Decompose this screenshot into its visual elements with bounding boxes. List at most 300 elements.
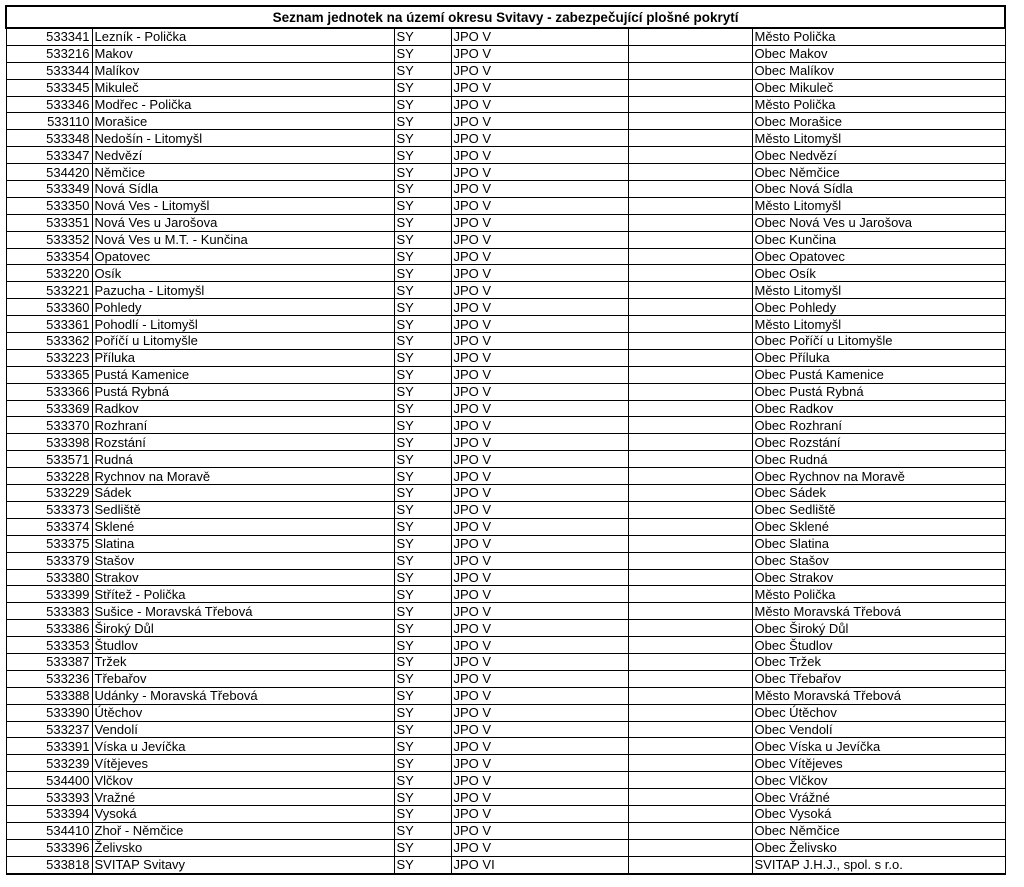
cell-category: JPO V bbox=[451, 248, 628, 265]
cell-district: SY bbox=[394, 535, 451, 552]
cell-district: SY bbox=[394, 164, 451, 181]
cell-unit-name: Víska u Jevíčka bbox=[92, 738, 394, 755]
cell-district: SY bbox=[394, 721, 451, 738]
cell-category: JPO V bbox=[451, 282, 628, 299]
cell-district: SY bbox=[394, 704, 451, 721]
cell-founder: Obec Slatina bbox=[752, 535, 1005, 552]
cell-district: SY bbox=[394, 316, 451, 333]
table-row bbox=[6, 231, 1005, 248]
cell-district: SY bbox=[394, 417, 451, 434]
table-row bbox=[6, 755, 1005, 772]
cell-founder: Město Polička bbox=[752, 28, 1005, 45]
cell-unit-name: Pohledy bbox=[92, 299, 394, 316]
cell-founder: Obec Vítějeves bbox=[752, 755, 1005, 772]
cell-code: 533386 bbox=[6, 620, 92, 637]
table-row bbox=[6, 333, 1005, 350]
cell-unit-name: Nová Ves u M.T. - Kunčina bbox=[92, 231, 394, 248]
cell-founder: Obec Nová Sídla bbox=[752, 181, 1005, 198]
cell-district: SY bbox=[394, 518, 451, 535]
table-row bbox=[6, 383, 1005, 400]
table-row bbox=[6, 637, 1005, 654]
cell-empty bbox=[628, 28, 752, 45]
cell-founder: Obec Němčice bbox=[752, 164, 1005, 181]
cell-founder: Obec Sklené bbox=[752, 518, 1005, 535]
cell-category: JPO V bbox=[451, 670, 628, 687]
table-row bbox=[6, 79, 1005, 96]
cell-unit-name: Morašice bbox=[92, 113, 394, 130]
cell-empty bbox=[628, 670, 752, 687]
cell-district: SY bbox=[394, 738, 451, 755]
table-row bbox=[6, 518, 1005, 535]
cell-founder: Město Polička bbox=[752, 96, 1005, 113]
cell-code: 533818 bbox=[6, 856, 92, 873]
cell-founder: SVITAP J.H.J., spol. s r.o. bbox=[752, 856, 1005, 873]
cell-code: 533398 bbox=[6, 434, 92, 451]
cell-code: 533399 bbox=[6, 586, 92, 603]
cell-code: 533236 bbox=[6, 670, 92, 687]
cell-empty bbox=[628, 45, 752, 62]
cell-code: 533239 bbox=[6, 755, 92, 772]
table-row bbox=[6, 822, 1005, 839]
units-table bbox=[5, 5, 1006, 875]
cell-code: 533362 bbox=[6, 333, 92, 350]
cell-category: JPO V bbox=[451, 772, 628, 789]
cell-empty bbox=[628, 704, 752, 721]
cell-empty bbox=[628, 147, 752, 164]
cell-unit-name: Pohodlí - Litomyšl bbox=[92, 316, 394, 333]
cell-unit-name: Nedvězí bbox=[92, 147, 394, 164]
cell-district: SY bbox=[394, 28, 451, 45]
cell-category: JPO V bbox=[451, 468, 628, 485]
cell-category: JPO V bbox=[451, 637, 628, 654]
cell-unit-name: Rozhraní bbox=[92, 417, 394, 434]
cell-founder: Obec Útěchov bbox=[752, 704, 1005, 721]
table-row bbox=[6, 417, 1005, 434]
cell-founder: Obec Třebařov bbox=[752, 670, 1005, 687]
cell-founder: Město Litomyšl bbox=[752, 130, 1005, 147]
cell-founder: Obec Vysoká bbox=[752, 805, 1005, 822]
title-row bbox=[6, 6, 1005, 28]
cell-district: SY bbox=[394, 79, 451, 96]
cell-district: SY bbox=[394, 822, 451, 839]
cell-category: JPO V bbox=[451, 164, 628, 181]
cell-code: 533220 bbox=[6, 265, 92, 282]
cell-unit-name: Němčice bbox=[92, 164, 394, 181]
cell-category: JPO V bbox=[451, 839, 628, 856]
cell-empty bbox=[628, 434, 752, 451]
cell-district: SY bbox=[394, 620, 451, 637]
cell-district: SY bbox=[394, 197, 451, 214]
cell-code: 533390 bbox=[6, 704, 92, 721]
cell-founder: Obec Malíkov bbox=[752, 62, 1005, 79]
cell-code: 533393 bbox=[6, 789, 92, 806]
cell-unit-name: Vítějeves bbox=[92, 755, 394, 772]
cell-category: JPO V bbox=[451, 181, 628, 198]
cell-founder: Obec Vlčkov bbox=[752, 772, 1005, 789]
cell-founder: Město Moravská Třebová bbox=[752, 687, 1005, 704]
cell-code: 533344 bbox=[6, 62, 92, 79]
table-row bbox=[6, 316, 1005, 333]
cell-category: JPO V bbox=[451, 383, 628, 400]
cell-category: JPO V bbox=[451, 96, 628, 113]
cell-founder: Obec Stašov bbox=[752, 552, 1005, 569]
cell-category: JPO V bbox=[451, 620, 628, 637]
cell-category: JPO V bbox=[451, 62, 628, 79]
cell-empty bbox=[628, 231, 752, 248]
cell-founder: Obec Sádek bbox=[752, 485, 1005, 502]
table-row bbox=[6, 603, 1005, 620]
table-row bbox=[6, 434, 1005, 451]
cell-unit-name: Pustá Kamenice bbox=[92, 366, 394, 383]
cell-district: SY bbox=[394, 62, 451, 79]
cell-district: SY bbox=[394, 282, 451, 299]
cell-code: 533345 bbox=[6, 79, 92, 96]
cell-empty bbox=[628, 130, 752, 147]
cell-district: SY bbox=[394, 755, 451, 772]
cell-empty bbox=[628, 468, 752, 485]
cell-code: 533350 bbox=[6, 197, 92, 214]
cell-district: SY bbox=[394, 772, 451, 789]
cell-unit-name: Sedliště bbox=[92, 501, 394, 518]
cell-founder: Obec Rychnov na Moravě bbox=[752, 468, 1005, 485]
cell-empty bbox=[628, 822, 752, 839]
table-row bbox=[6, 653, 1005, 670]
cell-founder: Město Polička bbox=[752, 586, 1005, 603]
cell-founder: Obec Osík bbox=[752, 265, 1005, 282]
table-row bbox=[6, 738, 1005, 755]
cell-empty bbox=[628, 569, 752, 586]
cell-founder: Obec Sedliště bbox=[752, 501, 1005, 518]
cell-category: JPO V bbox=[451, 822, 628, 839]
cell-district: SY bbox=[394, 333, 451, 350]
cell-empty bbox=[628, 333, 752, 350]
cell-category: JPO V bbox=[451, 552, 628, 569]
table-row bbox=[6, 214, 1005, 231]
cell-category: JPO V bbox=[451, 28, 628, 45]
cell-unit-name: Vysoká bbox=[92, 805, 394, 822]
cell-unit-name: Poříčí u Litomyšle bbox=[92, 333, 394, 350]
cell-district: SY bbox=[394, 653, 451, 670]
cell-founder: Obec Strakov bbox=[752, 569, 1005, 586]
cell-code: 533341 bbox=[6, 28, 92, 45]
cell-founder: Obec Želivsko bbox=[752, 839, 1005, 856]
cell-empty bbox=[628, 653, 752, 670]
cell-unit-name: Nová Sídla bbox=[92, 181, 394, 198]
cell-code: 533374 bbox=[6, 518, 92, 535]
cell-district: SY bbox=[394, 181, 451, 198]
cell-category: JPO V bbox=[451, 704, 628, 721]
cell-unit-name: SVITAP Svitavy bbox=[92, 856, 394, 873]
cell-founder: Město Litomyšl bbox=[752, 316, 1005, 333]
cell-district: SY bbox=[394, 248, 451, 265]
cell-founder: Obec Tržek bbox=[752, 653, 1005, 670]
cell-unit-name: Mikuleč bbox=[92, 79, 394, 96]
cell-empty bbox=[628, 789, 752, 806]
cell-empty bbox=[628, 400, 752, 417]
cell-district: SY bbox=[394, 839, 451, 856]
cell-empty bbox=[628, 687, 752, 704]
cell-founder: Obec Radkov bbox=[752, 400, 1005, 417]
cell-code: 533571 bbox=[6, 451, 92, 468]
cell-founder: Město Litomyšl bbox=[752, 282, 1005, 299]
cell-code: 534410 bbox=[6, 822, 92, 839]
cell-category: JPO V bbox=[451, 518, 628, 535]
table-row bbox=[6, 113, 1005, 130]
cell-unit-name: Slatina bbox=[92, 535, 394, 552]
table-row bbox=[6, 265, 1005, 282]
cell-category: JPO V bbox=[451, 299, 628, 316]
cell-category: JPO V bbox=[451, 265, 628, 282]
cell-district: SY bbox=[394, 383, 451, 400]
table-row bbox=[6, 501, 1005, 518]
cell-founder: Obec Příluka bbox=[752, 349, 1005, 366]
cell-empty bbox=[628, 299, 752, 316]
cell-district: SY bbox=[394, 400, 451, 417]
cell-founder: Obec Nová Ves u Jarošova bbox=[752, 214, 1005, 231]
table-row bbox=[6, 282, 1005, 299]
cell-district: SY bbox=[394, 805, 451, 822]
cell-district: SY bbox=[394, 214, 451, 231]
cell-founder: Město Moravská Třebová bbox=[752, 603, 1005, 620]
cell-category: JPO V bbox=[451, 485, 628, 502]
cell-unit-name: Želivsko bbox=[92, 839, 394, 856]
cell-unit-name: Nová Ves - Litomyšl bbox=[92, 197, 394, 214]
cell-empty bbox=[628, 586, 752, 603]
cell-founder: Obec Pustá Rybná bbox=[752, 383, 1005, 400]
cell-founder: Obec Makov bbox=[752, 45, 1005, 62]
cell-empty bbox=[628, 738, 752, 755]
table-row bbox=[6, 451, 1005, 468]
cell-unit-name: Sušice - Moravská Třebová bbox=[92, 603, 394, 620]
cell-code: 533223 bbox=[6, 349, 92, 366]
cell-category: JPO V bbox=[451, 738, 628, 755]
table-title: Seznam jednotek na území okresu Svitavy - zabezpečující plošné pokrytí bbox=[6, 6, 1005, 28]
table-row bbox=[6, 28, 1005, 45]
table-row bbox=[6, 535, 1005, 552]
cell-empty bbox=[628, 603, 752, 620]
cell-code: 533396 bbox=[6, 839, 92, 856]
table-row bbox=[6, 856, 1005, 873]
cell-unit-name: Vražné bbox=[92, 789, 394, 806]
cell-category: JPO V bbox=[451, 366, 628, 383]
cell-empty bbox=[628, 316, 752, 333]
cell-code: 533348 bbox=[6, 130, 92, 147]
cell-founder: Obec Němčice bbox=[752, 822, 1005, 839]
cell-code: 533352 bbox=[6, 231, 92, 248]
cell-empty bbox=[628, 164, 752, 181]
table-row bbox=[6, 400, 1005, 417]
cell-unit-name: Osík bbox=[92, 265, 394, 282]
cell-founder: Obec Pohledy bbox=[752, 299, 1005, 316]
cell-empty bbox=[628, 96, 752, 113]
cell-unit-name: Široký Důl bbox=[92, 620, 394, 637]
cell-founder: Město Litomyšl bbox=[752, 197, 1005, 214]
table-row bbox=[6, 485, 1005, 502]
cell-founder: Obec Pustá Kamenice bbox=[752, 366, 1005, 383]
cell-district: SY bbox=[394, 96, 451, 113]
cell-empty bbox=[628, 772, 752, 789]
cell-category: JPO V bbox=[451, 721, 628, 738]
cell-district: SY bbox=[394, 468, 451, 485]
cell-district: SY bbox=[394, 147, 451, 164]
cell-unit-name: Opatovec bbox=[92, 248, 394, 265]
cell-unit-name: Radkov bbox=[92, 400, 394, 417]
cell-code: 533391 bbox=[6, 738, 92, 755]
table-row bbox=[6, 181, 1005, 198]
cell-district: SY bbox=[394, 45, 451, 62]
table-row bbox=[6, 366, 1005, 383]
cell-unit-name: Rychnov na Moravě bbox=[92, 468, 394, 485]
cell-empty bbox=[628, 181, 752, 198]
cell-unit-name: Nedošín - Litomyšl bbox=[92, 130, 394, 147]
cell-unit-name: Sádek bbox=[92, 485, 394, 502]
cell-district: SY bbox=[394, 366, 451, 383]
cell-category: JPO V bbox=[451, 113, 628, 130]
table-row bbox=[6, 789, 1005, 806]
cell-unit-name: Udánky - Moravská Třebová bbox=[92, 687, 394, 704]
cell-district: SY bbox=[394, 113, 451, 130]
cell-founder: Obec Morašice bbox=[752, 113, 1005, 130]
cell-code: 533228 bbox=[6, 468, 92, 485]
cell-founder: Obec Kunčina bbox=[752, 231, 1005, 248]
cell-empty bbox=[628, 856, 752, 873]
cell-unit-name: Lezník - Polička bbox=[92, 28, 394, 45]
cell-code: 533349 bbox=[6, 181, 92, 198]
cell-code: 533370 bbox=[6, 417, 92, 434]
table-body bbox=[6, 28, 1005, 874]
cell-code: 533365 bbox=[6, 366, 92, 383]
cell-empty bbox=[628, 214, 752, 231]
table-row bbox=[6, 586, 1005, 603]
table-row bbox=[6, 164, 1005, 181]
cell-code: 533373 bbox=[6, 501, 92, 518]
cell-code: 533353 bbox=[6, 637, 92, 654]
table-row bbox=[6, 721, 1005, 738]
cell-empty bbox=[628, 451, 752, 468]
cell-district: SY bbox=[394, 485, 451, 502]
cell-empty bbox=[628, 248, 752, 265]
table-row bbox=[6, 552, 1005, 569]
cell-category: JPO V bbox=[451, 400, 628, 417]
cell-empty bbox=[628, 620, 752, 637]
cell-empty bbox=[628, 535, 752, 552]
cell-empty bbox=[628, 113, 752, 130]
cell-empty bbox=[628, 755, 752, 772]
cell-category: JPO V bbox=[451, 214, 628, 231]
cell-category: JPO V bbox=[451, 501, 628, 518]
cell-category: JPO V bbox=[451, 569, 628, 586]
cell-unit-name: Pustá Rybná bbox=[92, 383, 394, 400]
table-row bbox=[6, 772, 1005, 789]
table-row bbox=[6, 704, 1005, 721]
cell-district: SY bbox=[394, 603, 451, 620]
cell-empty bbox=[628, 62, 752, 79]
cell-category: JPO V bbox=[451, 535, 628, 552]
cell-code: 533351 bbox=[6, 214, 92, 231]
cell-code: 533237 bbox=[6, 721, 92, 738]
cell-district: SY bbox=[394, 349, 451, 366]
cell-category: JPO V bbox=[451, 805, 628, 822]
cell-unit-name: Študlov bbox=[92, 637, 394, 654]
cell-code: 533380 bbox=[6, 569, 92, 586]
table-row bbox=[6, 96, 1005, 113]
cell-category: JPO V bbox=[451, 197, 628, 214]
cell-empty bbox=[628, 265, 752, 282]
cell-district: SY bbox=[394, 637, 451, 654]
cell-code: 534420 bbox=[6, 164, 92, 181]
cell-empty bbox=[628, 485, 752, 502]
cell-founder: Obec Široký Důl bbox=[752, 620, 1005, 637]
cell-empty bbox=[628, 366, 752, 383]
cell-category: JPO V bbox=[451, 316, 628, 333]
cell-founder: Obec Mikuleč bbox=[752, 79, 1005, 96]
cell-category: JPO V bbox=[451, 586, 628, 603]
cell-category: JPO V bbox=[451, 434, 628, 451]
cell-code: 533394 bbox=[6, 805, 92, 822]
cell-unit-name: Strakov bbox=[92, 569, 394, 586]
table-row bbox=[6, 569, 1005, 586]
cell-district: SY bbox=[394, 451, 451, 468]
cell-code: 533110 bbox=[6, 113, 92, 130]
cell-district: SY bbox=[394, 265, 451, 282]
cell-category: JPO V bbox=[451, 130, 628, 147]
cell-unit-name: Vendolí bbox=[92, 721, 394, 738]
table-row bbox=[6, 805, 1005, 822]
cell-code: 533229 bbox=[6, 485, 92, 502]
cell-unit-name: Sklené bbox=[92, 518, 394, 535]
cell-unit-name: Nová Ves u Jarošova bbox=[92, 214, 394, 231]
cell-district: SY bbox=[394, 231, 451, 248]
cell-founder: Obec Poříčí u Litomyšle bbox=[752, 333, 1005, 350]
cell-district: SY bbox=[394, 552, 451, 569]
cell-code: 533347 bbox=[6, 147, 92, 164]
cell-category: JPO V bbox=[451, 687, 628, 704]
table-row bbox=[6, 349, 1005, 366]
table-row bbox=[6, 620, 1005, 637]
cell-code: 534400 bbox=[6, 772, 92, 789]
cell-code: 533369 bbox=[6, 400, 92, 417]
cell-code: 533360 bbox=[6, 299, 92, 316]
cell-category: JPO VI bbox=[451, 856, 628, 873]
cell-unit-name: Střítež - Polička bbox=[92, 586, 394, 603]
cell-code: 533379 bbox=[6, 552, 92, 569]
cell-empty bbox=[628, 518, 752, 535]
table-row bbox=[6, 147, 1005, 164]
cell-empty bbox=[628, 79, 752, 96]
table-row bbox=[6, 839, 1005, 856]
cell-unit-name: Zhoř - Němčice bbox=[92, 822, 394, 839]
cell-district: SY bbox=[394, 569, 451, 586]
cell-unit-name: Malíkov bbox=[92, 62, 394, 79]
cell-empty bbox=[628, 721, 752, 738]
cell-code: 533388 bbox=[6, 687, 92, 704]
cell-empty bbox=[628, 383, 752, 400]
cell-unit-name: Makov bbox=[92, 45, 394, 62]
cell-code: 533216 bbox=[6, 45, 92, 62]
cell-category: JPO V bbox=[451, 79, 628, 96]
cell-unit-name: Příluka bbox=[92, 349, 394, 366]
cell-empty bbox=[628, 197, 752, 214]
cell-code: 533387 bbox=[6, 653, 92, 670]
cell-code: 533383 bbox=[6, 603, 92, 620]
cell-district: SY bbox=[394, 856, 451, 873]
cell-unit-name: Pazucha - Litomyšl bbox=[92, 282, 394, 299]
cell-empty bbox=[628, 839, 752, 856]
cell-district: SY bbox=[394, 586, 451, 603]
cell-category: JPO V bbox=[451, 147, 628, 164]
table-row bbox=[6, 62, 1005, 79]
cell-founder: Obec Rudná bbox=[752, 451, 1005, 468]
